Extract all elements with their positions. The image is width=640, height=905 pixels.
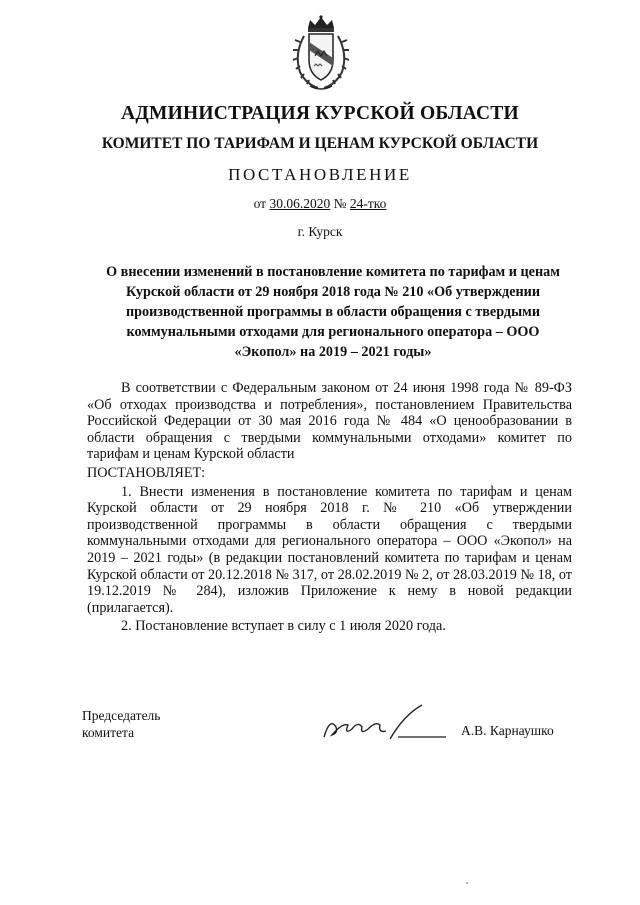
signatory-position xyxy=(82,707,160,741)
item-1-paragraph: 1. Внести изменения в постановление комитета по тарифам и ценам Курской области от 29 ноября 2018 г. № 210 «Об утверждении производственной программы в области обращения с твердыми коммунальными отходами для регионального оператора – ООО «Экопол» на 2019 – 2021 годы» (в редакции постановлений комитета по тарифам и ценам Курской области от 20.12.2018 № 317, от 28.02.2019 № 2, от 28.03.2019 № 18, от 19.12.2019 № 284), изложив Приложение к нему в новой редакции (прилагается). xyxy=(87,483,572,616)
item-2-paragraph: 2. Постановление вступает в силу с 1 июля 2020 года. xyxy=(121,618,446,635)
org-name: АДМИНИСТРАЦИЯ КУРСКОЙ ОБЛАСТИ xyxy=(121,103,519,124)
intro-paragraph: В соответствии с Федеральным законом от 24 июня 1998 года № 89-ФЗ «Об отходах производства и потребления», постановлением Правительства Российской Федерации от 30 мая 2016 года № 484 «О ценообразовании в области обращения с твердыми коммунальными отходами» комитет по тарифам и ценам Курской области xyxy=(87,380,572,463)
resolves-label: ПОСТАНОВЛЯЕТ: xyxy=(87,464,206,481)
decree-line xyxy=(60,196,580,212)
decree-date: 30.06.2020 xyxy=(269,196,331,211)
document-body xyxy=(87,380,572,635)
position-line-1: Председатель xyxy=(82,708,161,723)
decree-number: 24-тко xyxy=(349,196,387,211)
decree-number-label: № xyxy=(333,196,347,211)
coat-of-arms-icon xyxy=(290,14,352,92)
doc-type-title: ПОСТАНОВЛЕНИЕ xyxy=(228,165,412,184)
position-line-2: комитета xyxy=(82,725,135,740)
city-label: г. Курск xyxy=(297,224,343,239)
committee-name: КОМИТЕТ ПО ТАРИФАМ И ЦЕНАМ КУРСКОЙ ОБЛАСТИ xyxy=(101,135,539,152)
signatory-name: А.В. Карнаушко xyxy=(461,723,554,738)
subject-heading: О внесении изменений в постановление комитета по тарифам и ценам Курской области от 29 ноября 2018 года № 210 «Об утверждении производственной программы в области обращения с твердыми коммунальными отходами для регионального оператора – ООО «Экопол» на 2019 – 2021 годы» xyxy=(106,264,560,360)
handwritten-signature xyxy=(318,703,448,745)
scan-speck xyxy=(466,882,468,884)
decree-from-label: от xyxy=(253,196,267,211)
